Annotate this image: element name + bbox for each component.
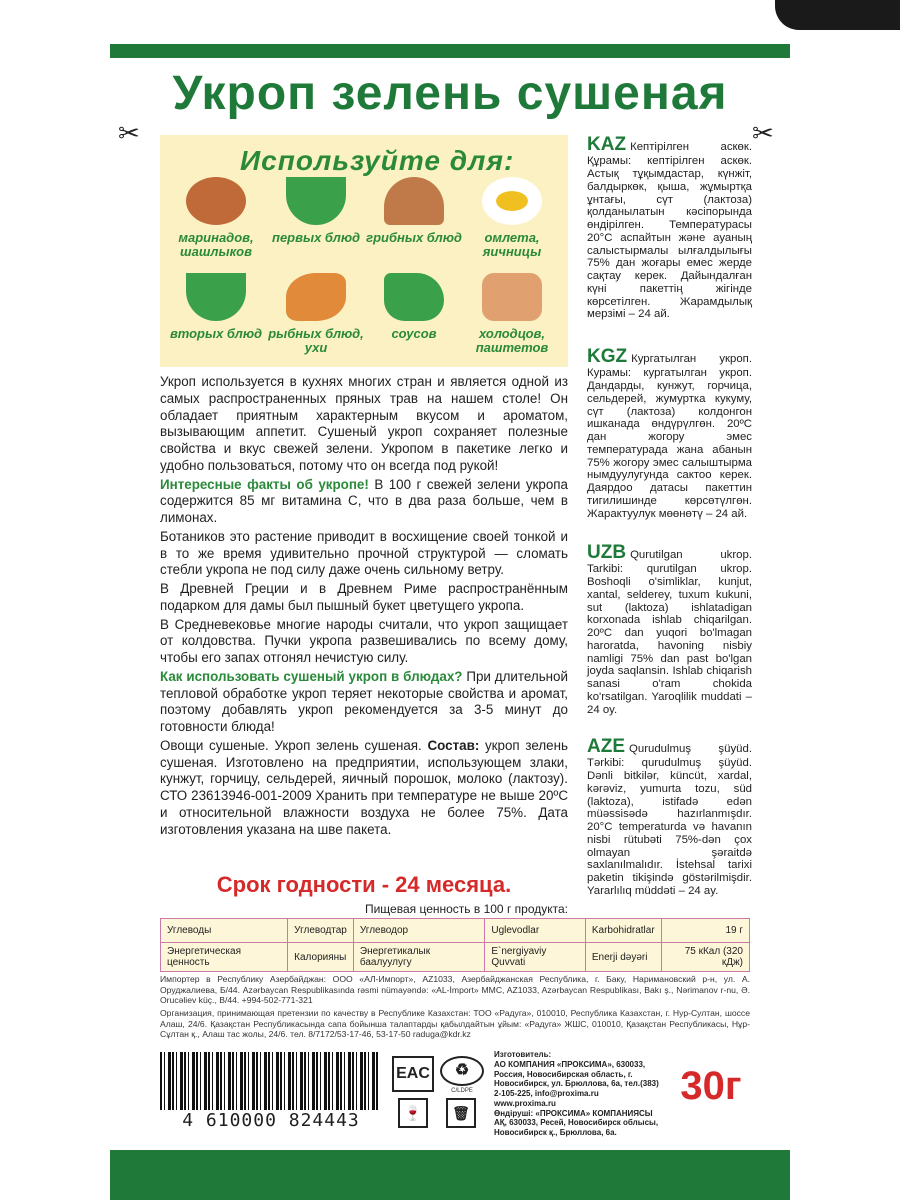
- food-safe-icon: 🍷: [398, 1098, 428, 1128]
- table-row: Углеводы Углеводтар Углеводор Uglevodlar Karbohidratlar 19 г: [161, 919, 750, 943]
- fish-icon: [286, 273, 346, 321]
- use-item: грибных блюд: [366, 177, 462, 245]
- botany-paragraph: Ботаников это растение приводит в восхищение своей тонкой и в то же время удивительно прочной структурой — сломать стебли укропа не под силу даже очень сильному ветру.: [160, 528, 568, 578]
- table-row: Энергетическая ценность Калорияны Энергетикалык баалуулугу E`nergiyaviy Quvvati Enerji dəyəri 75 кКал (320 кДж): [161, 943, 750, 972]
- uses-panel: [160, 135, 568, 367]
- net-weight: 30г: [680, 1064, 742, 1108]
- shelf-life: Срок годности - 24 месяца.: [216, 872, 512, 897]
- use-item: холодцов, паштетов: [464, 273, 560, 356]
- scissors-right-icon: ✂: [752, 118, 774, 148]
- description-intro: Укроп используется в кухнях многих стран и является одной из самых распространенных пряных трав на нашем столе! Он обладает приятным характерным вкусом и ароматом, вызывающим аппетит. Сушеный укроп сохраняет полезные свойства и вкус свежей зелени. Укропом в пакетике легко и удобно пользоваться, потому что он всегда под рукой!: [160, 374, 568, 473]
- organization-info: Организация, принимающая претензии по качеству в Республике Казахстан: ТОО «Радуга», 010010, Республика Казахстан, г. Нур-Султан, шоссе Алаш, 24/6. Қазақстан Республикасында сапа бойынша талаптарды қабылдайтын ұйым: «Радуга» ЖШС, 010010, Қазақстан Республикасы, Нұр-Сұлтан қ., Алаш тас жолы, 24/6. тел. 8/7172/53-17-46, 53-17-50 raduga@kdr.kz: [160, 1008, 750, 1040]
- top-green-bar: [110, 44, 790, 58]
- mushroom-icon: [384, 177, 444, 225]
- barcode-number: 4 610000 824443: [158, 1110, 384, 1131]
- use-item: маринадов, шашлыков: [168, 177, 264, 260]
- uses-heading: Используйте для:: [240, 145, 515, 176]
- howto-heading: Как использовать сушеный укроп в блюдах?: [160, 668, 463, 684]
- description: [160, 374, 568, 840]
- tidy-bin-icon: 🗑: [446, 1098, 476, 1128]
- bottom-green-bar: [110, 1150, 790, 1200]
- lang-block-aze: AZE Qurudulmuş şüyüd. Tərkibi: qurudulmuş şüyüd. Dənli bitkilər, küncüt, xardal, kərəviz, yumurta tozu, süd (laktoza), istifadə edən müəssisədə hazırlanmışdır. 20°C temperaturda və havanın nisbi rütubəti 75%-dən çox olmayan şəraitdə saxlanılmalıdır. İstehsal tarixi paketin tikişində göstərilmişdir. Yararlılıq müddəti – 24 ay.: [587, 736, 752, 897]
- use-item: омлета, яичницы: [464, 177, 560, 260]
- lang-block-kgz: KGZ Кургатылган укроп. Курамы: кургатылган укроп. Дандарды, кунжут, горчица, сельдерей, жумуртка кукуму, сүт (лактоза) колдонгон ишканада өндүрүлгөн. 20ºС дан жогору эмес температурада жана абанын 75% жогору эмес салыштырма нымдуулугунда сактоо керек. Даярдоо датасы пакеттин тигилишинде көрсөтүлгөн. Жарактуулук мөөнөтү – 24 ай.: [587, 346, 752, 520]
- corner-tab: [775, 0, 900, 30]
- facts-heading: Интересные факты об укропе!: [160, 476, 369, 492]
- lang-block-uzb: UZB Qurutilgan ukrop. Tarkibi: qurutilgan ukrop. Boshoqli o'simliklar, kunjut, xantal, selderey, tuxum kukuni, sut (laktoza) ishlatadigan korxonada ishlab chiqarilgan. 20ºC dan yuqori bo'lmagan haroratda, havoning nisbiy namligi 75% dan past bo'lgan joyda saqlansin. Ishlab chiqarish sanasi o'ram chokida ko'rsatilgan. Yaroqlilik muddati – 24 oy.: [587, 542, 752, 716]
- use-item: вторых блюд: [168, 273, 264, 341]
- composition-label: Состав:: [427, 737, 480, 753]
- facts-paragraph: Интересные факты об укропе! В 100 г свежей зелени укропа содержится 85 мг витамина С, что в два раза больше, чем в лимонах.: [160, 476, 568, 525]
- gravy-boat-icon: [384, 273, 444, 321]
- composition-paragraph: Овощи сушеные. Укроп зелень сушеная. Состав: укроп зелень сушеная. Изготовлено на предприятии, использующем злаки, кунжут, горчицу, сельдерей, яичный порошок, молоко (лактозу). СТО 23613946-001-2009 Хранить при температуре не выше 20ºС и относительной влажности воздуха не более 75%. Дата изготовления указана на шве пакета.: [160, 737, 568, 837]
- recycle-icon: ♻: [440, 1056, 484, 1086]
- history-paragraph: В Древней Греции и в Древнем Риме распространённым подарком для дамы был пышный букет цветущего укропа.: [160, 581, 568, 613]
- eac-mark: EAC: [392, 1056, 434, 1092]
- manufacturer-info: Изготовитель: АО КОМПАНИЯ «ПРОКСИМА», 630033, Россия, Новосибирская область, г. Новосибирск, ул. Брюллова, 6а, тел.(383) 2-105-225, info@proxima.ru www.proxima.ru Өндіруші: «ПРОКСИМА» КОМПАНИЯСЫ АҚ, 630033, Ресей, Новосибирск облысы, Новосибирск қ., Брюллова, 6а.: [494, 1050, 659, 1137]
- use-item: соусов: [366, 273, 462, 341]
- scissors-left-icon: ✂: [118, 118, 140, 148]
- nutrition-caption: Пищевая ценность в 100 г продукта:: [364, 902, 568, 916]
- howto-paragraph: Как использовать сушеный укроп в блюдах? При длительной тепловой обработке укроп теряет некоторые свойства и аромат, поэтому добавлять укроп рекомендуется за 3-5 минут до готовности блюда!: [160, 668, 568, 734]
- soup-bowl-icon: [286, 177, 346, 225]
- importer-info: Импортер в Республику Азербайджан: ООО «АЛ-Импорт», AZ1033, Азербайджанская Республика, г. Баку, Наримановский р-н, ул. А. Оруджалиева, Б/44. Azərbaycan Respublikasında rəsmi nümayəndə: «AL-İmport» MMC, AZ1033, Azərbaycan Respublikası, Bakı ş., Nərimanov r-nu, Ə. Orucəliev küç., B/44. +994-502-771-321: [160, 974, 750, 1006]
- salad-bowl-icon: [186, 273, 246, 321]
- use-item: рыбных блюд, ухи: [268, 273, 364, 356]
- nutrition-table: [160, 918, 750, 972]
- aspic-icon: [482, 273, 542, 321]
- recycle-label: C/LDPE: [451, 1088, 473, 1094]
- use-item: первых блюд: [268, 177, 364, 245]
- lang-block-kaz: KAZ Кептірілген аскөк. Құрамы: кептірілген аскөк. Астық тұқымдастар, күнжіт, балдыркөк, қыша, жұмыртқа ұнтағы, сүт (лактоза) қолданылатын кәсіпорында өндірілген. Температурасы 20°С аспайтын және ауаның салыстырмалы ылғалдылығы 75% дан жоғары емес жерде сақтау керек. Дайындалған күні пакеттің жігінде көрсетілген. Жарамдылық мерзімі – 24 ай.: [587, 134, 752, 321]
- product-title: Укроп зелень сушеная: [172, 67, 728, 120]
- meat-skewer-icon: [186, 177, 246, 225]
- fried-egg-icon: [482, 177, 542, 225]
- medieval-paragraph: В Средневековье многие народы считали, что укроп защищает от колдовства. Пучки укропа развешивались по всему дому, чтобы его запах отгонял нечистую силу.: [160, 616, 568, 665]
